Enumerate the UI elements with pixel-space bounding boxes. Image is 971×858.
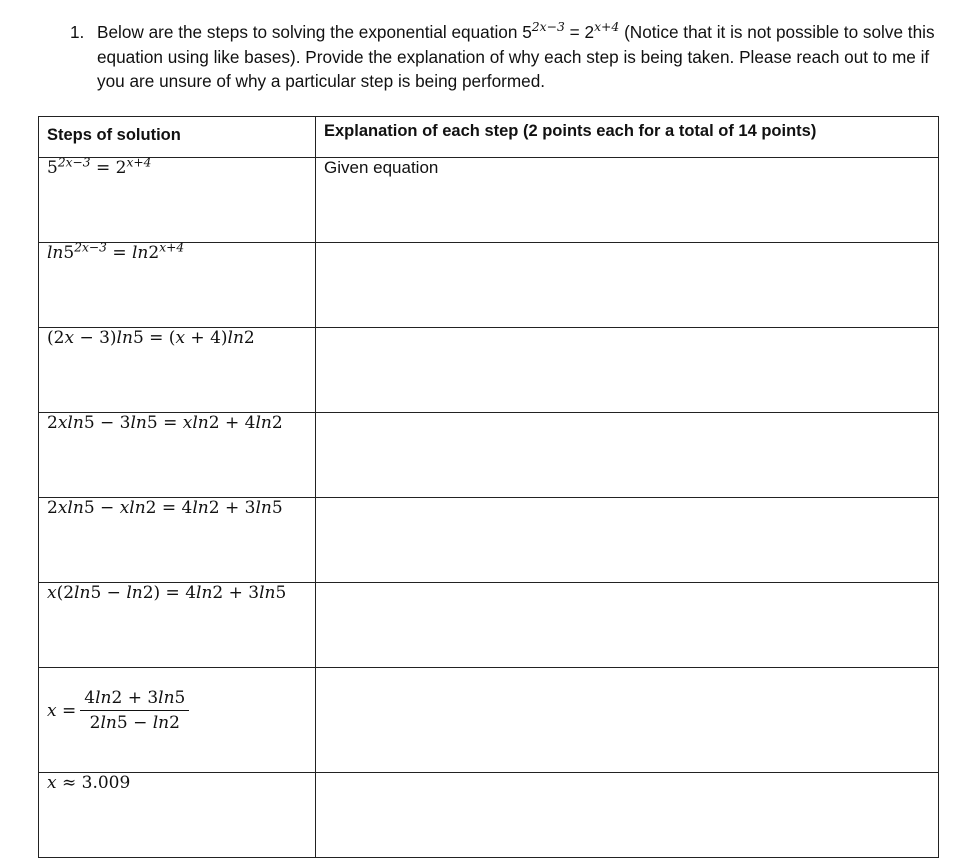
explanation-5[interactable] — [316, 498, 939, 583]
step-1: $5^{2x-3} = 2^{x+4}$ — [39, 158, 316, 243]
question-number: 1. — [70, 22, 85, 42]
table-row — [39, 243, 939, 328]
explanation-8[interactable] — [316, 773, 939, 858]
header-explanation: Explanation of each step (2 points each for a total of 14 points) — [316, 117, 939, 158]
step-7 — [39, 668, 316, 773]
steps-table — [38, 116, 939, 858]
table-row — [39, 773, 939, 858]
step-2: $\ln 5^{2x-3} = \ln 2^{x+4}$ — [39, 243, 316, 328]
table-row — [39, 668, 939, 773]
table-row — [39, 413, 939, 498]
explanation-3[interactable] — [316, 328, 939, 413]
explanation-2[interactable] — [316, 243, 939, 328]
prompt-text-before: Below are the steps to solving the exponential equation — [97, 22, 518, 42]
table-header-row — [39, 117, 939, 158]
header-steps: Steps of solution — [39, 117, 316, 158]
explanation-6[interactable] — [316, 583, 939, 668]
explanation-1[interactable]: Given equation — [316, 158, 939, 243]
question-prompt — [70, 20, 940, 94]
prompt-text-after: (Notice that it is not possible to solve this equation using like bases). Provide the explanation of why each step is being taken. Please reach out to me if you are unsure of why a particular step is being performed. — [97, 22, 935, 91]
table-row — [39, 158, 939, 243]
table-row — [39, 328, 939, 413]
fraction-denominator: 2ln5 − ln2 — [89, 713, 180, 733]
step-6: x(2ln5 − ln2) = 4ln2 + 3ln5 — [39, 583, 316, 668]
explanation-4[interactable] — [316, 413, 939, 498]
explanation-7[interactable] — [316, 668, 939, 773]
table-row — [39, 498, 939, 583]
fraction-numerator: 4ln2 + 3ln5 — [80, 688, 189, 711]
step-3: (2x − 3)ln5 = (x + 4)ln2 — [39, 328, 316, 413]
table-row — [39, 583, 939, 668]
prompt-equation: $5^{2x-3} = 2^{x+4}$ — [522, 20, 620, 42]
fraction: x = $\frac{4\ln 2 + 3\ln 5}{2\ln 5 - \ln 2}$ — [47, 688, 189, 733]
question-text — [97, 20, 940, 94]
step-5: 2xln5 − xln2 = 4ln2 + 3ln5 — [39, 498, 316, 583]
step-8: x ≈ 3.009 — [39, 773, 316, 858]
step-4: 2xln5 − 3ln5 = xln2 + 4ln2 — [39, 413, 316, 498]
